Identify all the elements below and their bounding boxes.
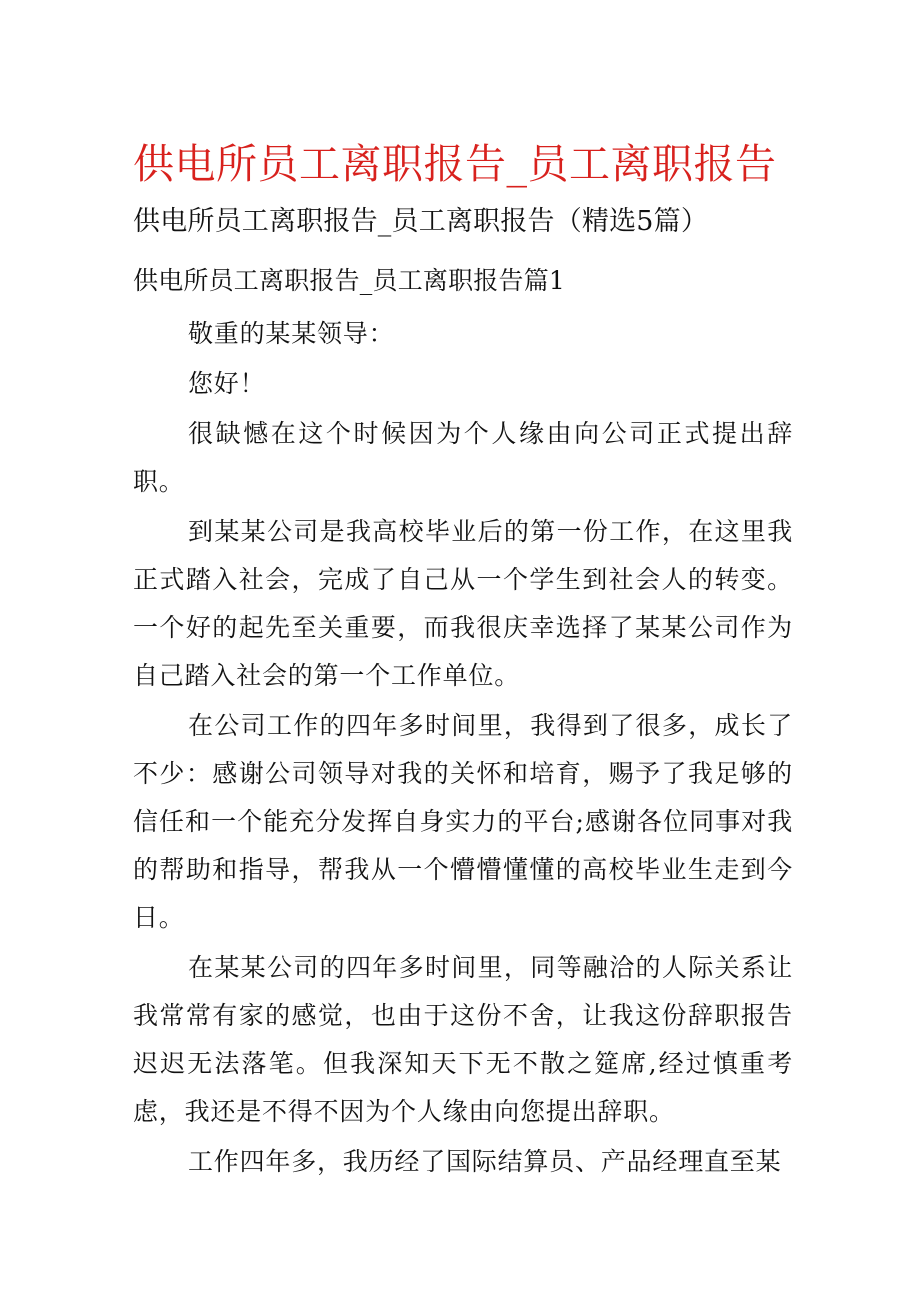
- title-continuation: 供电所员工离职报告_员工离职报告（精选5篇）: [133, 206, 709, 237]
- section-heading: 供电所员工离职报告_员工离职报告篇1: [133, 266, 566, 295]
- body-paragraph: 很缺憾在这个时候因为个人缘由向公司正式提出辞职。: [133, 419, 793, 496]
- document-body: [133, 138, 793, 1186]
- title-highlight: 供电所员工离职报告_员工离职报告: [133, 140, 777, 188]
- greeting: 您好！: [188, 369, 266, 398]
- salutation: 敬重的某某领导：: [188, 319, 395, 348]
- body-paragraph: 在公司工作的四年多时间里，我得到了很多，成长了不少：感谢公司领导对我的关怀和培育，赐予了我足够的信任和一个能充分发挥自身实力的平台;感谢各位同事对我的帮助和指导，帮我从一个懵懵懂懂的高校毕业生走到今日。: [133, 711, 793, 932]
- body-paragraph: 在某某公司的四年多时间里，同等融洽的人际关系让我常常有家的感觉，也由于这份不舍，让我这份辞职报告迟迟无法落笔。但我深知天下无不散之筵席,经过慎重考虑，我还是不得不因为个人缘由向您提出辞职。: [133, 953, 793, 1126]
- body-paragraph: 到某某公司是我高校毕业后的第一份工作，在这里我正式踏入社会，完成了自己从一个学生到社会人的转变。一个好的起先至关重要，而我很庆幸选择了某某公司作为自己踏入社会的第一个工作单位。: [133, 517, 793, 690]
- document-title: [133, 138, 793, 248]
- body-paragraph: 工作四年多，我历经了国际结算员、产品经理直至某: [188, 1147, 782, 1176]
